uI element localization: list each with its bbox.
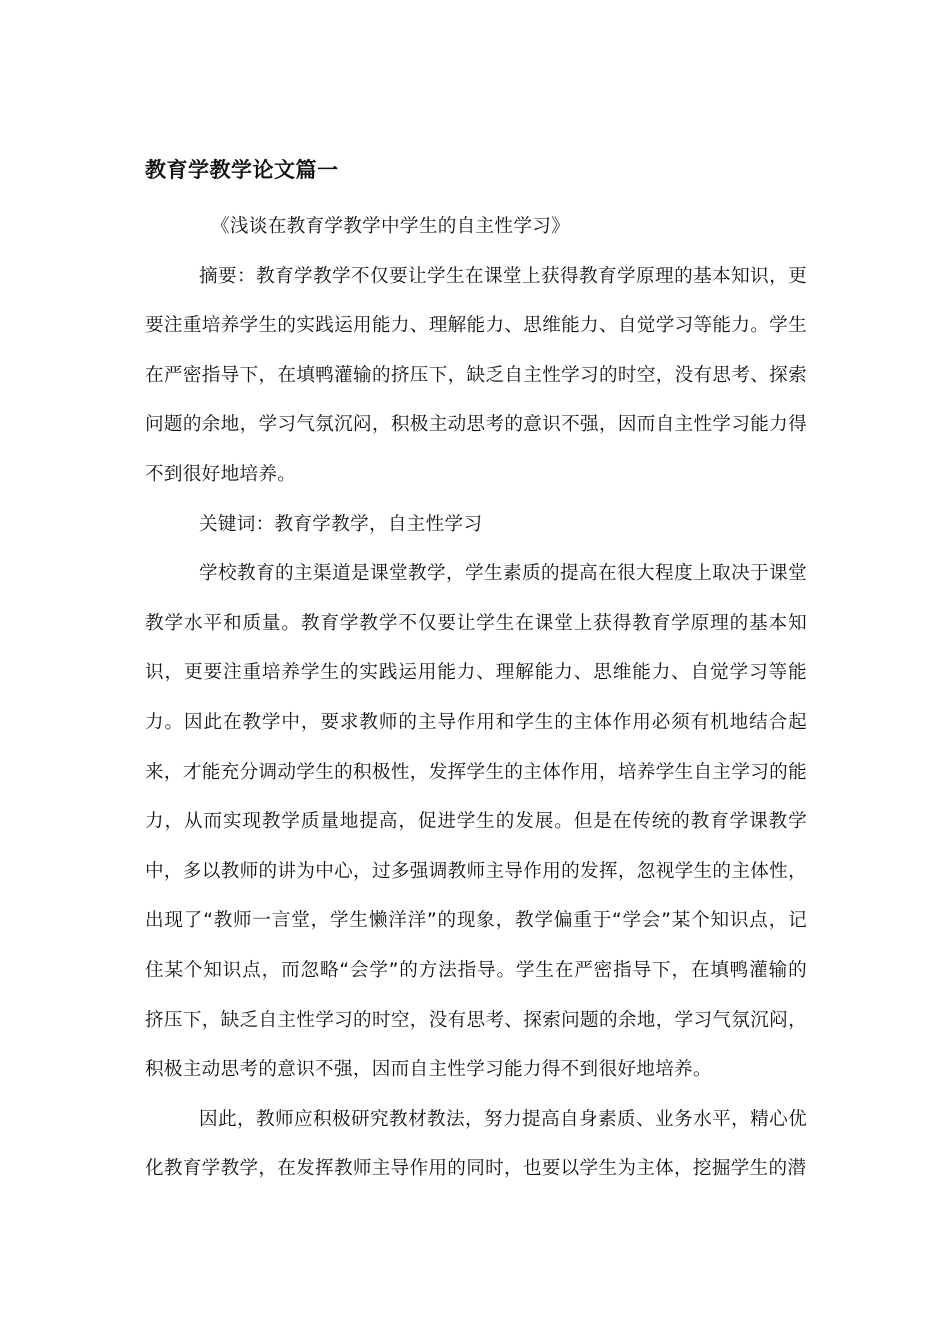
abstract-paragraph: 摘要：教育学教学不仅要让学生在课堂上获得教育学原理的基本知识，更要注重培养学生的实践运用能力、理解能力、思维能力、自觉学习等能力。学生在严密指导下，在填鸭灌输的挤压下，缺乏自主性学习的时空，没有思考、探索问题的余地，学习气氛沉闷，积极主动思考的意识不强，因而自主性学习能力得不到很好地培养。: [145, 265, 807, 485]
article-subtitle: 《浅谈在教育学教学中学生的自主性学习》: [211, 216, 570, 237]
document-page: [145, 152, 807, 1194]
document-title: 教育学教学论文篇一: [145, 158, 339, 182]
body-paragraph-2: 因此，教师应积极研究教材教法，努力提高自身素质、业务水平，精心优化教育学教学，在发挥教师主导作用的同时，也要以学生为主体，挖掘学生的潜: [145, 1108, 807, 1180]
keywords-paragraph: 关键词：教育学教学，自主性学习: [198, 513, 483, 535]
body-paragraph-1: 学校教育的主渠道是课堂教学，学生素质的提高在很大程度上取决于课堂教学水平和质量。教育学教学不仅要让学生在课堂上获得教育学原理的基本知识，更要注重培养学生的实践运用能力、理解能力、思维能力、自觉学习等能力。因此在教学中，要求教师的主导作用和学生的主体作用必须有机地结合起来，才能充分调动学生的积极性，发挥学生的主体作用，培养学生自主学习的能力，从而实现教学质量地提高，促进学生的发展。但是在传统的教育学课教学中，多以教师的讲为中心，过多强调教师主导作用的发挥，忽视学生的主体性，出现了“教师一言堂，学生懒洋洋”的现象，教学偏重于“学会”某个知识点，记住某个知识点，而忽略“会学”的方法指导。学生在严密指导下，在填鸭灌输的挤压下，缺乏自主性学习的时空，没有思考、探索问题的余地，学习气氛沉闷，积极主动思考的意识不强，因而自主性学习能力得不到很好地培养。: [145, 563, 807, 1081]
